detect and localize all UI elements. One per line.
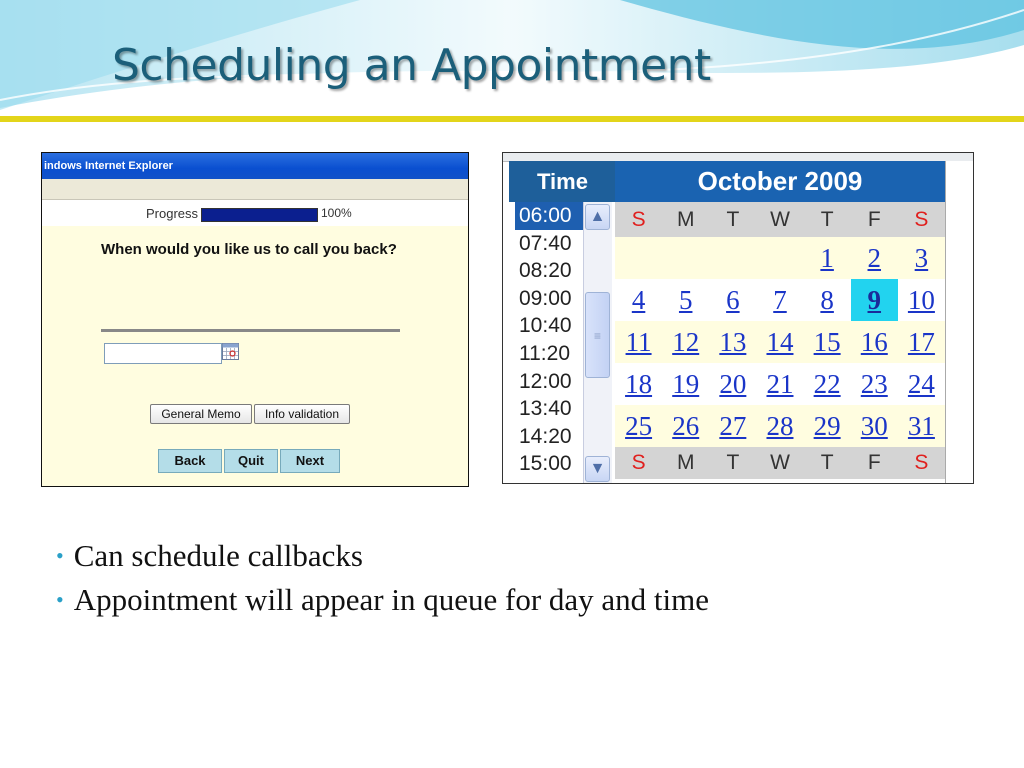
- ie-titlebar: indows Internet Explorer: [42, 153, 468, 179]
- bullet-text: Can schedule callbacks: [73, 538, 363, 573]
- callback-question: When would you like us to call you back?: [101, 241, 397, 258]
- weekday-label: T: [726, 451, 740, 474]
- time-option[interactable]: 09:00: [519, 286, 572, 310]
- time-option[interactable]: 13:40: [519, 397, 572, 421]
- calendar-day-link[interactable]: 10: [907, 285, 935, 315]
- weekday-label: W: [770, 208, 790, 231]
- calendar-week-row: [615, 405, 945, 447]
- weekday-label: T: [726, 208, 740, 231]
- bullet-dot-icon: •: [56, 543, 64, 568]
- weekday-label: S: [914, 208, 929, 231]
- weekday-label: S: [914, 451, 929, 474]
- slide-title: Scheduling an Appointment: [112, 40, 711, 91]
- calendar-day-link[interactable]: 21: [766, 369, 794, 399]
- weekday-header-row: [615, 202, 945, 237]
- info-validation-button[interactable]: Info validation: [254, 404, 350, 424]
- calendar-day-link[interactable]: 17: [907, 327, 935, 357]
- calendar-day-link[interactable]: 11: [625, 327, 652, 357]
- calendar-day-link[interactable]: 7: [773, 285, 787, 315]
- progress-row: [42, 200, 468, 226]
- calendar-day-link[interactable]: 15: [813, 327, 841, 357]
- calendar-day-link[interactable]: 1: [820, 243, 834, 273]
- progress-label: Progress: [146, 206, 199, 221]
- weekday-label: M: [676, 451, 695, 474]
- calendar-day-link[interactable]: 30: [860, 411, 888, 441]
- calendar-empty-cell: [615, 237, 662, 279]
- calendar-day-link[interactable]: 5: [678, 285, 693, 315]
- calendar-day-link[interactable]: 27: [719, 411, 747, 441]
- calendar-day-link[interactable]: 6: [726, 285, 740, 315]
- weekday-label: F: [867, 208, 881, 231]
- calendar-day-link[interactable]: 4: [631, 285, 646, 315]
- calendar-week-row: [615, 237, 945, 279]
- time-header: Time: [509, 161, 615, 202]
- time-option[interactable]: 06:00: [515, 202, 583, 230]
- month-header: October 2009: [615, 161, 945, 202]
- chevron-down-icon[interactable]: ▼: [585, 456, 610, 482]
- calendar-week-row: [615, 279, 945, 321]
- calendar-day-link[interactable]: 20: [719, 369, 747, 399]
- calendar-icon[interactable]: [222, 343, 239, 360]
- time-scrollbar[interactable]: [583, 202, 612, 484]
- calendar-empty-cell: [709, 237, 756, 279]
- progress-fill: [202, 209, 317, 221]
- callback-date-input[interactable]: [104, 343, 222, 364]
- calendar-day-link[interactable]: 24: [907, 369, 935, 399]
- calendar-day-link[interactable]: 31: [907, 411, 935, 441]
- bullet-item: [56, 578, 709, 622]
- weekday-label: F: [867, 451, 881, 474]
- calendar-day-link[interactable]: 2: [867, 243, 882, 273]
- weekday-label: T: [820, 208, 834, 231]
- time-option[interactable]: 07:40: [519, 231, 572, 255]
- calendar-grid: [615, 202, 945, 479]
- calendar-day-link[interactable]: 28: [766, 411, 794, 441]
- calendar-day-link[interactable]: 16: [860, 327, 888, 357]
- calendar-day-link[interactable]: 22: [813, 369, 841, 399]
- calendar-day-link[interactable]: 12: [672, 327, 700, 357]
- progress-value: 100%: [321, 206, 352, 220]
- weekday-label: S: [631, 208, 646, 231]
- weekday-label: S: [631, 451, 646, 474]
- bullet-dot-icon: •: [56, 587, 64, 612]
- calendar-day-link[interactable]: 13: [719, 327, 747, 357]
- weekday-header-row: [615, 447, 945, 479]
- calendar-day-link[interactable]: 3: [914, 243, 929, 273]
- calendar-day-link[interactable]: 23: [860, 369, 888, 399]
- quit-button[interactable]: Quit: [224, 449, 278, 473]
- time-option[interactable]: 08:20: [519, 259, 572, 283]
- calendar-day-link[interactable]: 8: [820, 285, 834, 315]
- calendar-week-row: [615, 321, 945, 363]
- time-list: [515, 202, 583, 478]
- answer-divider: [101, 329, 400, 332]
- calendar-right-edge: [945, 161, 974, 484]
- chevron-up-icon[interactable]: ▲: [585, 204, 610, 230]
- back-button[interactable]: Back: [158, 449, 222, 473]
- calendar-empty-cell: [662, 237, 709, 279]
- weekday-label: T: [820, 451, 834, 474]
- time-option[interactable]: 15:00: [519, 452, 572, 476]
- time-option[interactable]: 11:20: [519, 341, 570, 365]
- calendar-empty-cell: [756, 237, 803, 279]
- calendar-day-link[interactable]: 18: [625, 369, 653, 399]
- time-option[interactable]: 10:40: [519, 314, 572, 338]
- time-option[interactable]: 12:00: [519, 369, 572, 393]
- calendar-day-link[interactable]: 9: [851, 279, 898, 321]
- progress-bar: [201, 208, 318, 222]
- bullet-item: [56, 534, 709, 578]
- scroll-thumb[interactable]: ≡: [585, 292, 610, 378]
- general-memo-button[interactable]: General Memo: [150, 404, 252, 424]
- title-divider: [0, 116, 1024, 122]
- calendar-day-link[interactable]: 19: [672, 369, 700, 399]
- calendar-week-row: [615, 363, 945, 405]
- calendar-day-link[interactable]: 14: [766, 327, 794, 357]
- time-option[interactable]: 14:20: [519, 424, 572, 448]
- calendar-day-link[interactable]: 26: [672, 411, 700, 441]
- bullet-list: [56, 534, 709, 622]
- weekday-label: W: [770, 451, 790, 474]
- calendar-screenshot: [502, 152, 974, 484]
- next-button[interactable]: Next: [280, 449, 340, 473]
- bullet-text: Appointment will appear in queue for day and time: [73, 582, 710, 617]
- weekday-label: M: [676, 208, 695, 231]
- ie-toolbar: [42, 179, 468, 200]
- ie-window-screenshot: [41, 152, 469, 487]
- calendar-day-link[interactable]: 25: [625, 411, 653, 441]
- calendar-day-link[interactable]: 29: [813, 411, 841, 441]
